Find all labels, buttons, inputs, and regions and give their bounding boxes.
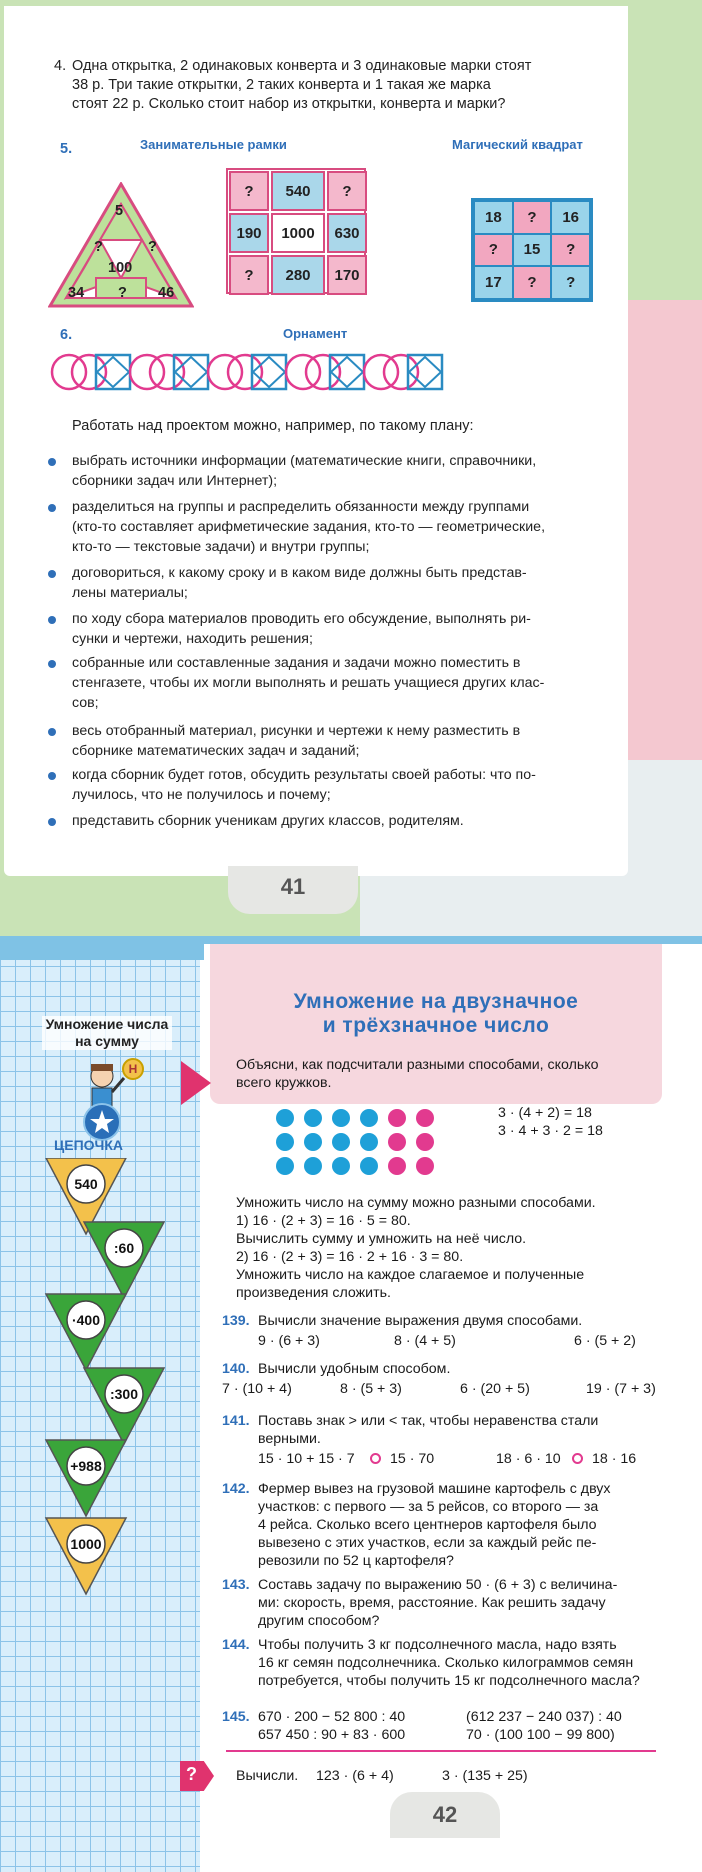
task-text: верными. (258, 1431, 321, 1447)
chain-label: ЦЕПОЧКА (54, 1137, 124, 1153)
counting-circle (360, 1157, 378, 1175)
page-42 (0, 936, 702, 1872)
pointer-arrow-icon (181, 1061, 211, 1105)
ornament-circle (364, 355, 398, 389)
magic-cell: 18 (475, 202, 512, 233)
triangle-bottom-mid: ? (118, 285, 127, 301)
bullet-icon (48, 818, 56, 826)
bullet-icon (48, 458, 56, 466)
plan-item-line: когда сборник будет готов, обсудить результаты своей работы: что по- (72, 767, 536, 783)
counting-circle (276, 1157, 294, 1175)
compare-circle-icon[interactable] (370, 1453, 381, 1464)
ornament-circle (228, 355, 262, 389)
triangle-left-q: ? (94, 239, 103, 255)
number-frame (226, 168, 366, 294)
frame-cell: ? (229, 171, 269, 211)
plan-item-line: разделиться на группы и распределить обязанности между группами (72, 499, 530, 515)
task-4-line: стоят 22 р. Сколько стоит набор из открытки, конверта и марки? (72, 96, 506, 112)
rule-line: Умножить число на каждое слагаемое и полученные (236, 1267, 585, 1283)
task-number: 142. (222, 1481, 250, 1497)
plan-intro: Работать над проектом можно, например, по такому плану: (72, 418, 474, 434)
chain-step-label: +988 (70, 1458, 102, 1474)
magic-cell: ? (552, 267, 589, 298)
expression: 123 · (6 + 4) (316, 1768, 394, 1784)
ornament-circle (52, 355, 86, 389)
expression: 6 · (5 + 2) (574, 1333, 636, 1349)
triangle-top: 5 (115, 203, 124, 219)
counting-circle (416, 1133, 434, 1151)
chain-step-label: :300 (109, 1386, 139, 1402)
plan-item-line: по ходу сбора материалов проводить его обсуждение, выполнять ри- (72, 611, 531, 627)
task-text: Поставь знак > или < так, чтобы неравенства стали (258, 1413, 599, 1429)
task-text: вывезено с этих участков, если за каждый рейс пе- (258, 1535, 597, 1551)
star-badge-icon (82, 1102, 122, 1142)
bullet-icon (48, 504, 56, 512)
magic-square (471, 198, 593, 302)
counting-circle (332, 1109, 350, 1127)
triangle-bottom-left: 34 (68, 285, 85, 301)
frame-cell: 630 (327, 213, 367, 253)
chain-step-label: ·400 (71, 1312, 101, 1328)
rule-line: 1) 16 · (2 + 3) = 16 · 5 = 80. (236, 1213, 411, 1229)
formula: 3 · 4 + 3 · 2 = 18 (498, 1123, 603, 1139)
plan-item-line: стенгазете, чтобы их могли выполнять и решать учащиеся других клас- (72, 675, 545, 691)
frame-cell: ? (327, 171, 367, 211)
intro-line: Объясни, как подсчитали разными способами, сколько (236, 1057, 599, 1073)
bullet-icon (48, 570, 56, 578)
task-number: 144. (222, 1637, 250, 1653)
bottom-label: Вычисли. (236, 1768, 299, 1784)
expression: 70 · (100 100 − 99 800) (466, 1727, 615, 1743)
expression: 18 · 6 · 10 (496, 1451, 561, 1467)
expression: 8 · (5 + 3) (340, 1381, 402, 1397)
caption-frames: Занимательные рамки (140, 137, 287, 152)
magic-cell: ? (514, 267, 551, 298)
plan-item-line: сборнике математических задач и заданий; (72, 743, 360, 759)
counting-circle (416, 1157, 434, 1175)
caption-ornament: Орнамент (283, 326, 348, 341)
expression: 15 · 10 + 15 · 7 (258, 1451, 355, 1467)
counting-circle (304, 1109, 322, 1127)
task-number: 4. (54, 58, 67, 74)
task-number: 141. (222, 1413, 250, 1429)
counting-circle (276, 1133, 294, 1151)
counting-circle (388, 1109, 406, 1127)
sidebar-label: Умножение числа на сумму (42, 1016, 172, 1050)
triangle-bottom-right: 46 (158, 285, 175, 301)
magic-cell: ? (514, 202, 551, 233)
page-number: 41 (280, 874, 306, 899)
task-text: Чтобы получить 3 кг подсолнечного масла, надо взять (258, 1637, 617, 1653)
plan-item-line: лены материалы; (72, 585, 188, 601)
triangle-right-q: ? (148, 239, 157, 255)
compare-circle-icon[interactable] (572, 1453, 583, 1464)
ornament-circle (286, 355, 320, 389)
counting-circle (388, 1133, 406, 1151)
magic-cell: 15 (514, 235, 551, 266)
question-mark-icon: ? (186, 1764, 197, 1784)
frame-cell: ? (229, 255, 269, 295)
plan-item-line: кто-то — текстовые задачи) и внутри группы; (72, 539, 370, 555)
expression: 18 · 16 (592, 1451, 637, 1467)
bullet-icon (48, 772, 56, 780)
ornament-circle (208, 355, 242, 389)
expression: 9 · (6 + 3) (258, 1333, 320, 1349)
rule-line: 2) 16 · (2 + 3) = 16 · 2 + 16 · 3 = 80. (236, 1249, 464, 1265)
task-number: 140. (222, 1361, 250, 1377)
ornament-circle (72, 355, 106, 389)
frame-cell: 540 (271, 171, 325, 211)
magic-cell: ? (552, 235, 589, 266)
ornament-circle (150, 355, 184, 389)
expression: 657 450 : 90 + 83 · 600 (258, 1727, 406, 1743)
expression: 15 · 70 (390, 1451, 435, 1467)
counting-circle (360, 1133, 378, 1151)
magic-cell: 17 (475, 267, 512, 298)
caption-magic-square: Магический квадрат (452, 137, 583, 152)
rule-line: Вычислить сумму и умножить на неё число. (236, 1231, 527, 1247)
task-text: участков: с первого — за 5 рейсов, со второго — за (258, 1499, 599, 1515)
counting-circle (304, 1157, 322, 1175)
frame-cell: 170 (327, 255, 367, 295)
plan-item-line: весь отобранный материал, рисунки и чертежи к нему разместить в (72, 723, 521, 739)
plan-item-line: сов; (72, 695, 99, 711)
ornament-circle (306, 355, 340, 389)
counting-circle (304, 1133, 322, 1151)
chain-diagram (40, 1158, 180, 1738)
task-text: 16 кг семян подсолнечника. Сколько килограммов семян (258, 1655, 634, 1671)
plan-item-line: представить сборник ученикам других классов, родителям. (72, 813, 464, 829)
counting-circle (332, 1133, 350, 1151)
task-text: Вычисли значение выражения двумя способами. (258, 1313, 583, 1329)
ornament-pattern (48, 350, 598, 394)
counting-circle (332, 1157, 350, 1175)
expression: 670 · 200 − 52 800 : 40 (258, 1709, 406, 1725)
expression: 8 · (4 + 5) (394, 1333, 456, 1349)
task-text: Составь задачу по выражению 50 · (6 + 3) с величина- (258, 1577, 618, 1593)
intro-line: всего кружков. (236, 1075, 332, 1091)
plan-item-line: сунки и чертежи, находить решения; (72, 631, 313, 647)
expression: (612 237 − 240 037) : 40 (466, 1709, 622, 1725)
lesson-title: Умножение на двузначное (293, 990, 579, 1013)
plan-item-line: лучилось, что не получилось и почему; (72, 787, 331, 803)
task-text: Вычисли удобным способом. (258, 1361, 451, 1377)
expression: 19 · (7 + 3) (586, 1381, 656, 1397)
task-number: 139. (222, 1313, 250, 1329)
magic-cell: ? (475, 235, 512, 266)
task-number: 5. (60, 141, 73, 157)
formula: 3 · (4 + 2) = 18 (498, 1105, 592, 1121)
expression: 3 · (135 + 25) (442, 1768, 528, 1784)
page-number: 42 (432, 1802, 458, 1827)
task-text: потребуется, чтобы получить 15 кг подсолнечного масла? (258, 1673, 640, 1689)
expression: 7 · (10 + 4) (222, 1381, 292, 1397)
hint-badge-icon: Н (122, 1058, 144, 1080)
counting-circle (388, 1157, 406, 1175)
bullet-icon (48, 660, 56, 668)
counting-circle (360, 1109, 378, 1127)
rule-line: произведения сложить. (236, 1285, 391, 1301)
task-number: 6. (60, 327, 73, 343)
plan-item-line: выбрать источники информации (математические книги, справочники, (72, 453, 537, 469)
expression: 6 · (20 + 5) (460, 1381, 530, 1397)
ornament-circle (384, 355, 418, 389)
plan-item-line: договориться, к какому сроку и в каком виде должны быть представ- (72, 565, 527, 581)
task-text: ми: скорость, время, расстояние. Как решить задачу (258, 1595, 606, 1611)
task-text: другим способом? (258, 1613, 380, 1629)
bullet-icon (48, 728, 56, 736)
triangle-center: 100 (108, 260, 133, 276)
magic-cell: 16 (552, 202, 589, 233)
task-4-line: Одна открытка, 2 одинаковых конверта и 3 одинаковые марки стоят (72, 58, 532, 74)
task-text: ревозили по 52 ц картофеля? (258, 1553, 454, 1569)
rule-line: Умножить число на сумму можно разными способами. (236, 1195, 596, 1211)
task-4-line: 38 р. Три такие открытки, 2 таких конверта и 1 такая же марка (72, 77, 491, 93)
counting-circle (276, 1109, 294, 1127)
task-text: Фермер вывез на грузовой машине картофель с двух (258, 1481, 611, 1497)
task-number: 145. (222, 1709, 250, 1725)
counting-circle (416, 1109, 434, 1127)
plan-item-line: собранные или составленные задания и задачи можно поместить в (72, 655, 521, 671)
chain-step-label: :60 (113, 1240, 135, 1256)
plan-item-line: сборники задач или Интернет); (72, 473, 278, 489)
frame-cell: 190 (229, 213, 269, 253)
task-text: 4 рейса. Сколько всего центнеров картофеля было (258, 1517, 597, 1533)
bullet-icon (48, 616, 56, 624)
chain-step-label: 1000 (70, 1536, 102, 1552)
divider (226, 1750, 656, 1752)
frame-cell: 280 (271, 255, 325, 295)
frame-cell: 1000 (271, 213, 325, 253)
plan-item-line: (кто-то составляет арифметические задания, кто-то — геометрические, (72, 519, 546, 535)
ornament-circle (130, 355, 164, 389)
lesson-title: и трёхзначное число (322, 1014, 550, 1037)
chain-step-label: 540 (74, 1176, 98, 1192)
task-number: 143. (222, 1577, 250, 1593)
